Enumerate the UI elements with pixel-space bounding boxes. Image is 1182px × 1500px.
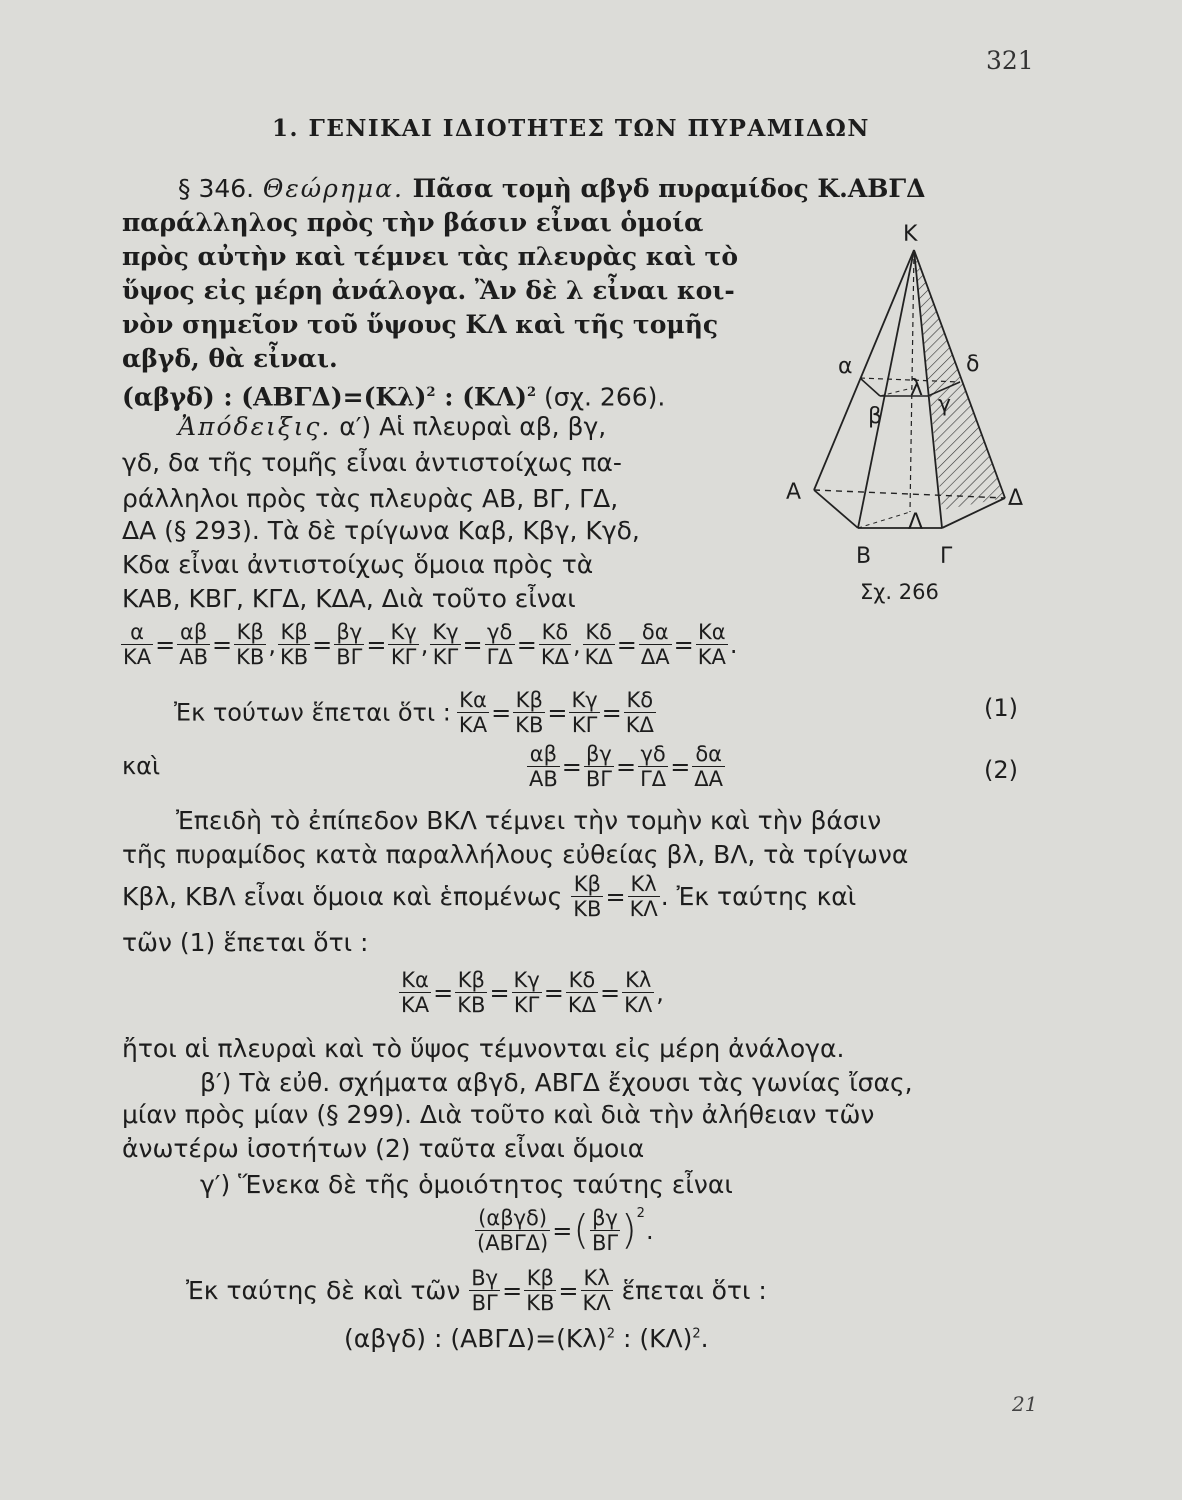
fraction-numerator: Κδ: [566, 968, 598, 993]
para2-line-3: Κβλ, ΚΒΛ εἶναι ὅμοια καὶ ἑπομένως $\frac{K\beta}{KB}$ = $\frac{K\lambda}{K\Lambda}$ . Ἐκ ταύτης καὶ: [122, 872, 857, 921]
fraction-denominator: ΔΑ: [694, 767, 724, 791]
edge-ka: [814, 250, 914, 490]
fraction: [584, 742, 614, 791]
label-B: Β: [856, 544, 872, 569]
operator: =: [547, 698, 568, 727]
theorem-line-6: αβγδ, θὰ εἶναι.: [122, 344, 338, 373]
fraction: [583, 620, 615, 669]
fraction: [455, 968, 487, 1017]
proof-line-6: ΚΑΒ, ΚΒΓ, ΚΓΔ, ΚΔΑ, Διὰ τοῦτο εἶναι: [122, 584, 576, 613]
fraction-numerator: Κδ: [539, 620, 571, 645]
proof-line-4: ΔΑ (§ 293). Τὰ δὲ τρίγωνα Καβ, Κβγ, Κγδ,: [122, 516, 640, 545]
equation-1-tag: (1): [984, 694, 1018, 722]
fraction: [527, 742, 560, 791]
para3-line-3: μίαν πρὸς μίαν (§ 299). Διὰ τοῦτο καὶ διὰ τὴν ἀλήθειαν τῶν: [122, 1100, 875, 1129]
fraction: [524, 1266, 556, 1315]
theorem-line-4: ὕψος εἰς μέρη ἀνάλογα. Ἂν δὲ λ εἶναι κοι-: [122, 276, 735, 305]
equation-2-tag: (2): [984, 756, 1018, 784]
operator: =: [491, 698, 512, 727]
operator: =: [561, 752, 582, 781]
fraction-denominator: ΔΑ: [640, 645, 670, 669]
fraction: [430, 620, 460, 669]
equation-4: $\frac{\text{(αβγδ)}}{\text{(ΑΒΓΔ)}}$ =( $\frac{\beta\gamma}{B\Gamma}$ )$^2$.: [477, 1206, 654, 1255]
operator: =: [558, 1276, 579, 1305]
fraction-numerator: δα: [639, 620, 672, 645]
fraction-denominator: ΚΓ: [513, 993, 540, 1017]
fraction: [566, 968, 598, 1017]
chapter-heading: 1. ΓΕΝΙΚΑΙ ΙΔΙΟΤΗΤΕΣ ΤΩΝ ΠΥΡΑΜΙΔΩΝ: [272, 115, 870, 142]
fraction: [457, 688, 489, 737]
operator: .: [729, 630, 738, 659]
proof-line-1: Ἀπόδειξις. α′) Αἱ πλευραὶ αβ, βγ,: [178, 412, 607, 441]
para3-line-4: ἀνωτέρω ἰσοτήτων (2) ταῦτα εἶναι ὅμοια: [122, 1134, 645, 1163]
operator: ,: [656, 978, 664, 1007]
operator: =: [670, 752, 691, 781]
theorem-label: Θεώρημα.: [262, 174, 404, 203]
fraction-denominator: ΚΓ: [432, 645, 459, 669]
fraction-numerator: α: [121, 620, 153, 645]
theorem-line-1: [178, 170, 926, 208]
fraction-numerator: Κβ: [524, 1266, 556, 1291]
fraction-denominator: ΓΔ: [640, 767, 667, 791]
fraction-numerator: γδ: [638, 742, 668, 767]
fraction-denominator: ΑΒ: [529, 767, 558, 791]
fraction-denominator: ΓΔ: [486, 645, 513, 669]
fraction-denominator: ΚΑ: [123, 645, 152, 669]
operator: =: [543, 978, 564, 1007]
fraction-numerator: Κβ: [513, 688, 545, 713]
fraction-denominator: ΒΓ: [471, 1291, 498, 1315]
fraction-numerator: αβ: [527, 742, 560, 767]
operator: =: [601, 698, 622, 727]
label-alpha: α: [838, 354, 853, 379]
fraction-denominator: ΒΓ: [585, 767, 612, 791]
fraction: [177, 620, 210, 669]
printer-signature: 21: [1012, 1392, 1038, 1416]
fraction: [334, 620, 364, 669]
fraction-denominator: ΚΒ: [526, 1291, 555, 1315]
fraction-numerator: Κγ: [390, 620, 417, 644]
fraction-denominator: ΚΓ: [571, 713, 598, 737]
para2-line-2: τῆς πυραμίδος κατὰ παραλλήλους εὐθείας βλ, ΒΛ, τὰ τρίγωνα: [122, 840, 909, 869]
para2-line-4: τῶν (1) ἕπεται ὅτι :: [122, 928, 369, 957]
fraction: [512, 968, 542, 1017]
pyramid-figure: [770, 210, 1050, 610]
fraction: [399, 968, 431, 1017]
operator: =: [516, 630, 537, 659]
proof-line-3: ράλληλοι πρὸς τὰς πλευρὰς ΑΒ, ΒΓ, ΓΔ,: [122, 484, 619, 513]
fraction: [513, 688, 545, 737]
operator: =: [462, 630, 483, 659]
fraction-denominator: ΚΑ: [458, 713, 488, 737]
edge-kb: [858, 250, 914, 528]
operator: ,: [268, 630, 276, 659]
fraction-numerator: Βγ: [471, 1266, 499, 1290]
segment-BL: [858, 512, 910, 528]
fraction-denominator: ΚΛ: [624, 993, 653, 1017]
operator: =: [433, 978, 454, 1007]
theorem-line-3: πρὸς αὐτὴν καὶ τέμνει τὰς πλευρὰς καὶ τὸ: [122, 242, 739, 271]
fraction-denominator: ΚΒ: [279, 645, 309, 669]
fraction-numerator: Κα: [457, 688, 489, 713]
operator: ,: [572, 630, 581, 659]
fraction-numerator: Κβ: [455, 968, 487, 993]
fraction-numerator: βγ: [584, 742, 614, 767]
fraction-denominator: ΑΒ: [179, 645, 209, 669]
base-edge-ab: [814, 490, 858, 528]
operator: =: [673, 630, 694, 659]
fraction-numerator: αβ: [177, 620, 210, 645]
proof-line-2: γδ, δα τῆς τομῆς εἶναι ἀντιστοίχως πα-: [122, 448, 622, 477]
fraction-numerator: Κλ: [581, 1266, 613, 1291]
fraction-denominator: ΚΑ: [697, 645, 726, 669]
label-delta: δ: [966, 352, 980, 377]
label-lambda: λ: [910, 376, 924, 401]
page-number: 321: [986, 46, 1034, 75]
para3-line-5: γ′) Ἕνεκα δὲ τῆς ὁμοιότητος ταύτης εἶναι: [200, 1170, 733, 1199]
section-number: § 346.: [178, 174, 255, 203]
para4-line: Ἐκ ταύτης δὲ καὶ τῶν $\frac{B\gamma}{B\Gamma}$ = $\frac{K\beta}{KB}$ = $\frac{K\lambda}{K\Lambda}$ ἕπεται ὅτι :: [186, 1266, 767, 1315]
final-formula: (αβγδ) : $(AB\Gamma\Delta)=(K\lambda)^2$ : $(K\Lambda)^2$.: [344, 1324, 709, 1353]
fraction-numerator: Κδ: [583, 620, 615, 645]
fraction: [121, 620, 153, 669]
operator: =: [616, 752, 637, 781]
fraction: [581, 1266, 613, 1315]
fraction-numerator: βγ: [334, 620, 364, 645]
theorem-line-2: παράλληλος πρὸς τὴν βάσιν εἶναι ὁμοία: [122, 208, 704, 237]
fraction-numerator: Κλ: [622, 968, 654, 993]
fraction-numerator: Κδ: [624, 688, 656, 713]
fraction-numerator: Κγ: [571, 688, 598, 712]
fraction-denominator: ΚΔ: [567, 993, 596, 1017]
label-G: Γ: [940, 544, 953, 569]
fraction: [624, 688, 656, 737]
fraction-numerator: γδ: [485, 620, 515, 645]
operator: =: [212, 630, 233, 659]
fraction-numerator: Κα: [696, 620, 728, 645]
operator: =: [502, 1276, 523, 1305]
fraction-denominator: ΚΒ: [236, 645, 265, 669]
para3-line-2: β′) Τὰ εὐθ. σχήματα αβγδ, ΑΒΓΔ ἔχουσι τὰς γωνίας ἴσας,: [200, 1068, 913, 1097]
fraction: [639, 620, 672, 669]
fraction-denominator: ΚΒ: [515, 713, 544, 737]
operator: =: [489, 978, 510, 1007]
theorem-line-5: νὸν σημεῖον τοῦ ὕψους ΚΛ καὶ τῆς τομῆς: [122, 310, 719, 339]
label-A: Α: [786, 480, 802, 505]
fraction: [622, 968, 654, 1017]
para3-line-1: ἤτοι αἱ πλευραὶ καὶ τὸ ὕψος τέμνονται εἰς μέρη ἀνάλογα.: [122, 1034, 845, 1063]
fraction: [569, 688, 599, 737]
equation-1: Ἐκ τούτων ἕπεται ὅτι : $\frac{K\alpha}{KA}$ = $\frac{K\beta}{KB}$ = $\frac{K\gamma}{K\Gamma}$ = $\frac{K\delta}{K\Delta}$: [174, 688, 654, 737]
label-L: Λ: [908, 510, 924, 535]
fraction-numerator: δα: [692, 742, 725, 767]
fraction-denominator: ΒΓ: [336, 645, 363, 669]
fraction-denominator: ΚΔ: [584, 645, 613, 669]
fraction: [388, 620, 418, 669]
proof-label: Ἀπόδειξις.: [178, 412, 332, 441]
fraction: [539, 620, 571, 669]
label-beta: β: [868, 404, 883, 429]
fraction-numerator: Κγ: [432, 620, 459, 644]
equation-2: [526, 742, 726, 791]
fraction-denominator: ΚΑ: [401, 993, 430, 1017]
theorem-text: Πᾶσα τομὴ αβγδ πυραμίδος Κ.ΑΒΓΔ: [412, 174, 926, 203]
label-D: Δ: [1008, 486, 1024, 511]
para2-line-1: Ἐπειδὴ τὸ ἐπίπεδον ΒΚΛ τέμνει τὴν τομὴν καὶ τὴν βάσιν: [176, 806, 882, 835]
proof-line-5: Κδα εἶναι ἀντιστοίχως ὅμοια πρὸς τὰ: [122, 550, 594, 579]
fraction-denominator: ΚΛ: [582, 1291, 611, 1315]
equation-3: [398, 968, 665, 1017]
fraction: [469, 1266, 500, 1315]
fraction-denominator: ΚΓ: [390, 645, 417, 669]
section-edge-ab: [860, 378, 880, 396]
fraction-numerator: Κγ: [513, 968, 540, 992]
label-K: Κ: [903, 222, 918, 247]
operator: =: [366, 630, 387, 659]
ratios-equation: [120, 620, 738, 669]
fraction-numerator: Κβ: [278, 620, 310, 645]
fraction-denominator: ΚΔ: [625, 713, 654, 737]
operator: =: [616, 630, 637, 659]
label-gamma: γ: [938, 392, 952, 417]
operator: =: [312, 630, 333, 659]
figure-caption: Σχ. 266: [860, 580, 939, 604]
operator: =: [155, 630, 176, 659]
fraction: [485, 620, 515, 669]
equation-2-lead: καὶ: [122, 752, 161, 780]
fraction: [696, 620, 728, 669]
fraction: [692, 742, 725, 791]
fraction: [234, 620, 266, 669]
fraction-numerator: Κβ: [234, 620, 266, 645]
fraction-numerator: Κα: [399, 968, 431, 993]
operator: =: [600, 978, 621, 1007]
fraction: [638, 742, 668, 791]
fraction-denominator: ΚΔ: [540, 645, 569, 669]
operator: ,: [420, 630, 429, 659]
fraction-denominator: ΚΒ: [457, 993, 486, 1017]
theorem-formula: (αβγδ) : $(AB\Gamma\Delta)=(K\lambda)^2$ : $(K\Lambda)^2$ (σχ. 266).: [122, 382, 666, 412]
fraction: [278, 620, 310, 669]
